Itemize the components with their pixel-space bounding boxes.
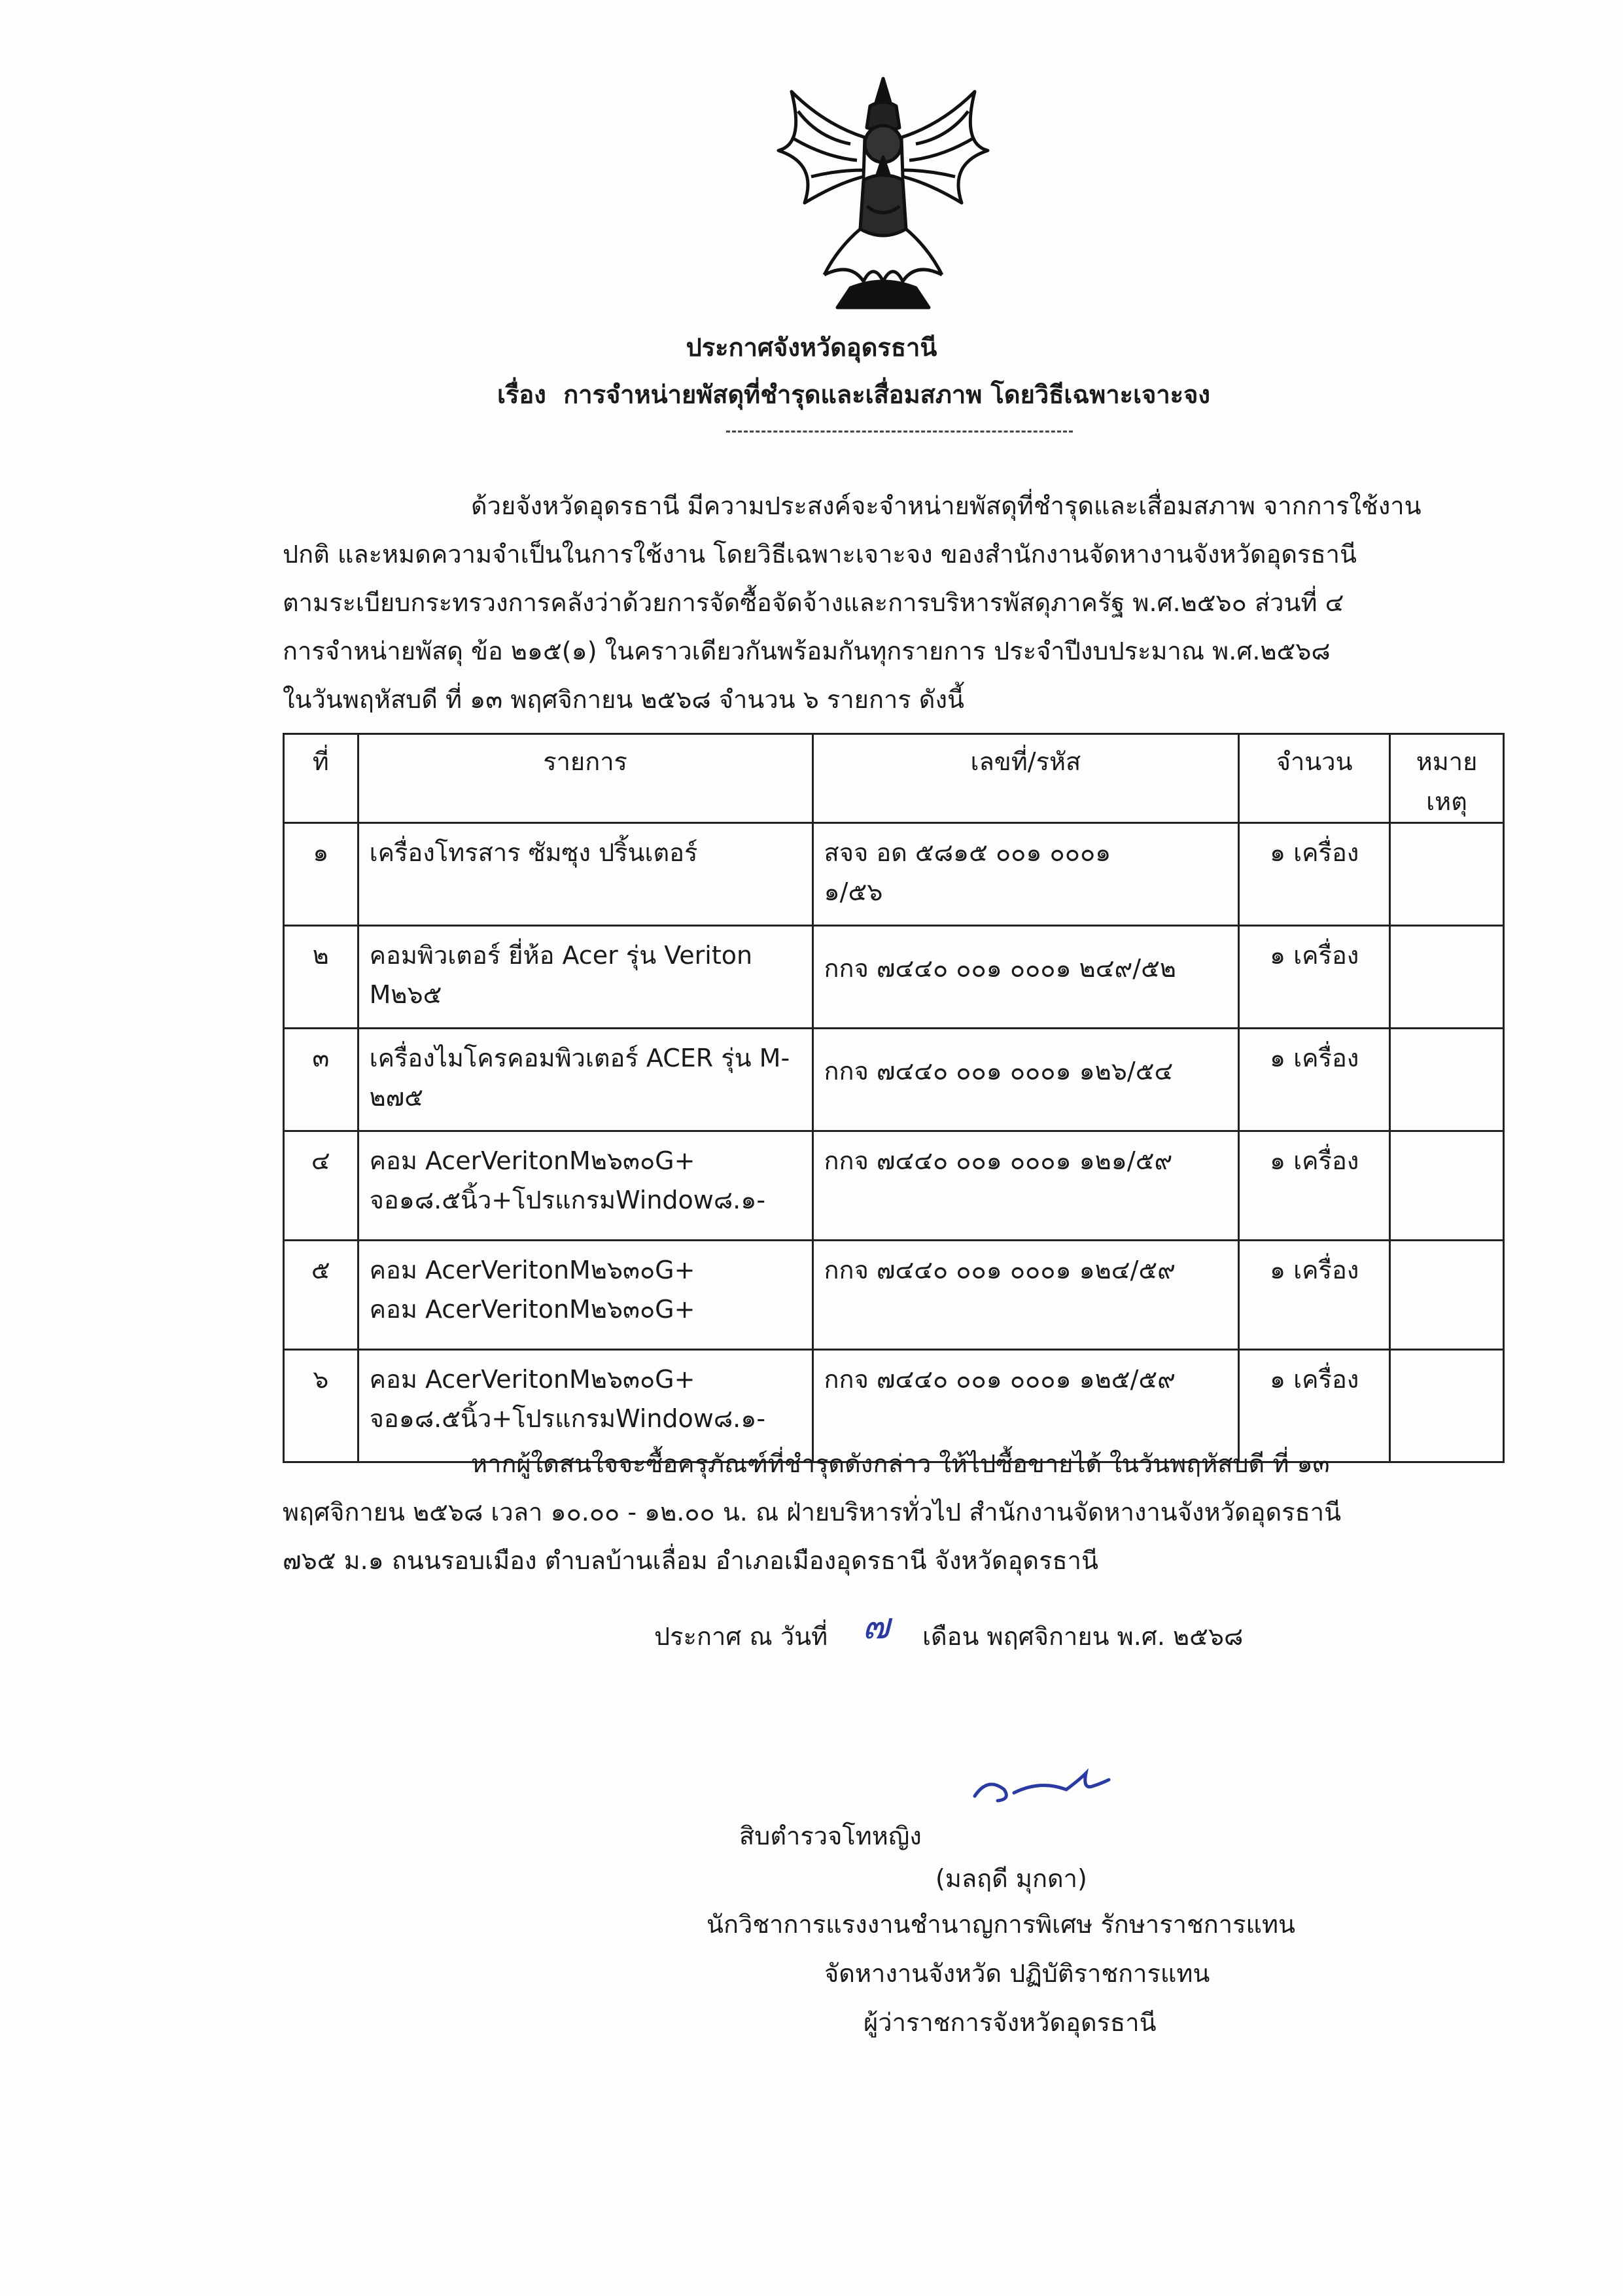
signer-position-1: นักวิชาการแรงงานชำนาญการพิเศษ รักษาราชการแทน bbox=[707, 1910, 1296, 1939]
row-qty: ๑ เครื่อง bbox=[1239, 1241, 1390, 1350]
table-row bbox=[284, 1241, 1504, 1350]
row-item bbox=[358, 926, 812, 1029]
row-item-line-1: คอม AcerVeritonM๒๖๓๐G+ bbox=[369, 1256, 695, 1284]
signer-position-3: ผู้ว่าราชการจังหวัดอุดรธานี bbox=[864, 2008, 1157, 2037]
row-item bbox=[358, 1029, 812, 1131]
header-note-line-2: เหตุ bbox=[1426, 787, 1467, 816]
row-code bbox=[812, 1131, 1239, 1241]
intro-line-2: ปกติ และหมดความจำเป็นในการใช้งาน โดยวิธีเฉพาะเจาะจง ของสำนักงานจัดหางานจังหวัดอุดรธานี bbox=[283, 540, 1357, 569]
header-qty: จำนวน bbox=[1239, 734, 1390, 823]
row-code-line-1: กกจ ๗๔๔๐ ๐๐๑ ๐๐๐๑ ๑๒๑/๕๙ bbox=[824, 1146, 1173, 1175]
row-item-line-1: เครื่องไมโครคอมพิวเตอร์ ACER รุ่น M- bbox=[369, 1044, 790, 1072]
row-item-line-1: คอม AcerVeritonM๒๖๓๐G+ bbox=[369, 1365, 695, 1394]
row-note bbox=[1390, 1350, 1504, 1462]
row-no: ๒ bbox=[284, 926, 358, 1029]
row-code-line-2: กกจ ๗๔๔๐ ๐๐๑ ๐๐๐๑ ๒๔๙/๕๒ bbox=[824, 954, 1176, 983]
announcement-title: ประกาศจังหวัดอุดรธานี bbox=[686, 333, 937, 362]
title-divider bbox=[726, 431, 1073, 433]
announcement-date-prefix: ประกาศ ณ วันที่ bbox=[654, 1622, 828, 1651]
row-code-line-1 bbox=[824, 936, 1228, 949]
row-item bbox=[358, 1241, 812, 1350]
row-no: ๓ bbox=[284, 1029, 358, 1131]
intro-line-4: การจำหน่ายพัสดุ ข้อ ๒๑๕(๑) ในคราวเดียวกันพร้อมกันทุกรายการ ประจำปีงบประมาณ พ.ศ.๒๕๖๘ bbox=[283, 637, 1331, 665]
row-code-line-1: สจจ อด ๕๘๑๕ ๐๐๑ ๐๐๐๑ bbox=[824, 838, 1111, 867]
row-note bbox=[1390, 1241, 1504, 1350]
intro-line-5: ในวันพฤหัสบดี ที่ ๑๓ พฤศจิกายน ๒๕๖๘ จำนวน ๖ รายการ ดังนี้ bbox=[283, 685, 964, 714]
table-row bbox=[284, 1029, 1504, 1131]
row-item-line-1: คอมพิวเตอร์ ยี่ห้อ Acer รุ่น Veriton bbox=[369, 941, 753, 970]
row-item-line-2: M๒๖๕ bbox=[369, 980, 442, 1009]
row-note bbox=[1390, 1131, 1504, 1241]
row-note bbox=[1390, 1029, 1504, 1131]
row-item-line-2: จอ๑๘.๕นิ้ว+โปรแกรมWindow๘.๑- bbox=[369, 1404, 766, 1433]
subject-label: เรื่อง bbox=[497, 380, 546, 409]
row-qty: ๑ เครื่อง bbox=[1239, 926, 1390, 1029]
row-qty: ๑ เครื่อง bbox=[1239, 1131, 1390, 1241]
row-code-line-2: ๑/๕๖ bbox=[824, 877, 883, 906]
table-row bbox=[284, 926, 1504, 1029]
row-note bbox=[1390, 926, 1504, 1029]
row-note bbox=[1390, 823, 1504, 926]
row-no: ๖ bbox=[284, 1350, 358, 1462]
row-no: ๑ bbox=[284, 823, 358, 926]
table-row bbox=[284, 823, 1504, 926]
announcement-subject bbox=[497, 374, 1210, 414]
row-item bbox=[358, 823, 812, 926]
intro-line-3: ตามระเบียบกระทรวงการคลังว่าด้วยการจัดซื้อจัดจ้างและการบริหารพัสดุภาครัฐ พ.ศ.๒๕๖๐ ส่วนที่ ๔ bbox=[283, 588, 1344, 617]
header-note bbox=[1390, 734, 1504, 823]
row-code bbox=[812, 926, 1239, 1029]
row-no: ๕ bbox=[284, 1241, 358, 1350]
signer-rank: สิบตำรวจโทหญิง bbox=[739, 1822, 922, 1850]
row-code bbox=[812, 1241, 1239, 1350]
row-item-line-1: คอม AcerVeritonM๒๖๓๐G+ bbox=[369, 1146, 695, 1175]
signer-position-2: จัดหางานจังหวัด ปฏิบัติราชการแทน bbox=[824, 1959, 1210, 1988]
row-code-line-2: กกจ ๗๔๔๐ ๐๐๑ ๐๐๐๑ ๑๒๖/๕๔ bbox=[824, 1057, 1174, 1086]
announcement-date-suffix: เดือน พฤศจิกายน พ.ศ. ๒๕๖๘ bbox=[922, 1622, 1244, 1651]
row-code bbox=[812, 823, 1239, 926]
subject-text: การจำหน่ายพัสดุที่ชำรุดและเสื่อมสภาพ โดยวิธีเฉพาะเจาะจง bbox=[563, 380, 1210, 409]
row-code bbox=[812, 1029, 1239, 1131]
row-item bbox=[358, 1131, 812, 1241]
row-no: ๔ bbox=[284, 1131, 358, 1241]
header-item: รายการ bbox=[358, 734, 812, 823]
table-row bbox=[284, 1131, 1504, 1241]
row-item-line-2: ๒๗๕ bbox=[369, 1083, 423, 1112]
row-code-line-1: กกจ ๗๔๔๐ ๐๐๑ ๐๐๐๑ ๑๒๕/๕๙ bbox=[824, 1365, 1176, 1394]
row-item-line-1: เครื่องโทรสาร ซัมซุง ปริ้นเตอร์ bbox=[369, 838, 698, 867]
signature-mark bbox=[968, 1760, 1112, 1819]
row-code-line-1 bbox=[824, 1038, 1228, 1051]
header-note-line-1: หมาย bbox=[1416, 747, 1478, 776]
garuda-emblem-icon bbox=[765, 65, 1001, 314]
row-qty: ๑ เครื่อง bbox=[1239, 1350, 1390, 1462]
row-qty: ๑ เครื่อง bbox=[1239, 823, 1390, 926]
header-code: เลขที่/รหัส bbox=[812, 734, 1239, 823]
disposal-items-table bbox=[283, 733, 1505, 1463]
closing-line-2: พฤศจิกายน ๒๕๖๘ เวลา ๑๐.๐๐ - ๑๒.๐๐ น. ณ ฝ่ายบริหารทั่วไป สำนักงานจัดหางานจังหวัดอุดรธานี bbox=[283, 1498, 1342, 1527]
table-header-row bbox=[284, 734, 1504, 823]
header-no: ที่ bbox=[284, 734, 358, 823]
closing-line-3: ๗๖๕ ม.๑ ถนนรอบเมือง ตำบลบ้านเลื่อม อำเภอเมืองอุดรธานี จังหวัดอุดรธานี bbox=[283, 1546, 1098, 1575]
row-code-line-1: กกจ ๗๔๔๐ ๐๐๑ ๐๐๐๑ ๑๒๔/๕๙ bbox=[824, 1256, 1176, 1284]
intro-line-1: ด้วยจังหวัดอุดรธานี มีความประสงค์จะจำหน่ายพัสดุที่ชำรุดและเสื่อมสภาพ จากการใช้งาน bbox=[471, 491, 1422, 520]
row-item-line-2: คอม AcerVeritonM๒๖๓๐G+ bbox=[369, 1295, 695, 1324]
signer-name: (มลฤดี มุกดา) bbox=[935, 1864, 1087, 1893]
closing-line-1: หากผู้ใดสนใจจะซื้อครุภัณฑ์ที่ชำรุดดังกล่าว ให้ไปซื้อขายได้ ในวันพฤหัสบดี ที่ ๑๓ bbox=[471, 1449, 1330, 1478]
row-item-line-2: จอ๑๘.๕นิ้ว+โปรแกรมWindow๘.๑- bbox=[369, 1186, 766, 1214]
row-qty: ๑ เครื่อง bbox=[1239, 1029, 1390, 1131]
handwritten-day: ๗ bbox=[862, 1605, 890, 1648]
